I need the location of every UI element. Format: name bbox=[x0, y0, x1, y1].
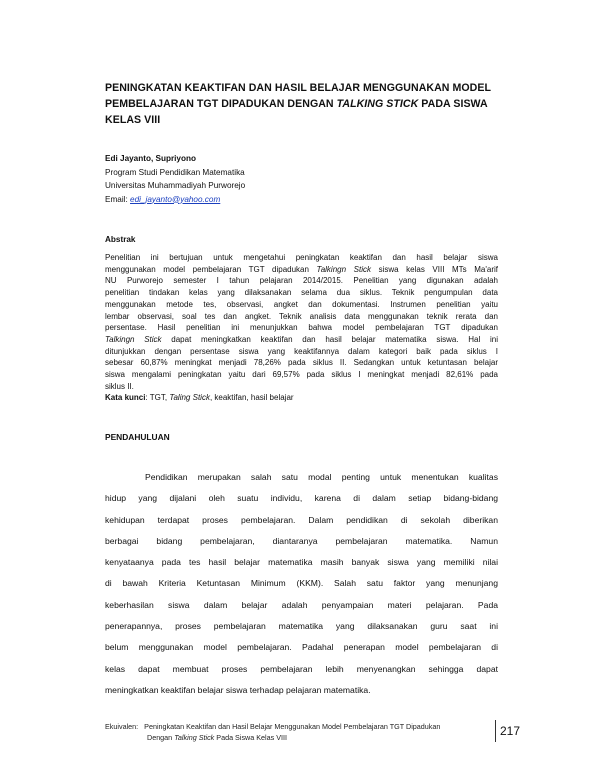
page-footer bbox=[105, 722, 493, 743]
body-line: kehidupan terdapat proses pembelajaran. Dalam pendidikan di sekolah diberikan bbox=[105, 514, 498, 525]
email-link[interactable]: edi_jayanto@yahoo.com bbox=[130, 194, 221, 204]
body-line: belum menggunakan model pembelajaran. Padahal penerapan model pembelajaran di bbox=[105, 642, 498, 653]
footer-line-1: Ekuivalen: Peningkatan Keaktifan dan Hasil Belajar Menggunakan Model Pembelajaran TGT Dipadukan bbox=[105, 722, 441, 731]
abstract-line: menggunakan model pembelajaran TGT dipadukan Talkingn Stick siswa kelas VIII MTs Ma'arif bbox=[105, 264, 499, 274]
email-label: Email: bbox=[105, 194, 131, 204]
abstract-line: ditunjukkan dengan persentase siswa yang keaktifannya dalam kategori baik pada siklus I bbox=[105, 346, 498, 356]
body-line: keberhasilan siswa dalam belajar adalah penyampaian materi pelajaran. Pada bbox=[105, 599, 498, 610]
journal-name: Ekuivalen: bbox=[105, 722, 139, 731]
keywords: Kata kunci: TGT, Taling Stick, keaktifan, hasil belajar bbox=[105, 393, 294, 402]
paper-title bbox=[105, 80, 525, 128]
body-line: kelas dapat membuat proses pembelajaran lebih menyenangkan sehingga dapat bbox=[105, 663, 498, 674]
abstract-line: lembar observasi, soal tes dan angket. Teknik analisis data menggunakan teknik rerata dan bbox=[105, 311, 498, 321]
section-body bbox=[105, 467, 498, 701]
abstract-line: Penelitian ini bertujuan untuk mengetahui peningkatan keaktifan dan hasil belajar siswa bbox=[105, 253, 498, 262]
body-line: meningkatkan keaktifan belajar siswa terhadap pelajaran matematika. bbox=[105, 684, 371, 695]
title-line-1: PENINGKATAN KEAKTIFAN DAN HASIL BELAJAR MENGGUNAKAN MODEL bbox=[105, 82, 491, 94]
body-line: di bawah Kriteria Ketuntasan Minimum (KKM). Salah satu faktor yang menunjang bbox=[105, 578, 498, 589]
abstract-body bbox=[105, 252, 498, 392]
body-line: hidup yang dijalani oleh suatu individu, karena di dalam setiap bidang-bidang bbox=[105, 493, 498, 504]
abstract-line: sebesar 60,87% meningkat menjadi 78,26% pada siklus II. Sedangkan untuk ketuntasan belajar bbox=[105, 358, 498, 368]
body-line: Pendidikan merupakan salah satu modal penting untuk menentukan kualitas bbox=[145, 472, 498, 482]
author-names: Edi Jayanto, Supriyono bbox=[105, 154, 196, 163]
keywords-label: Kata kunci bbox=[105, 393, 146, 402]
abstract-line: siswa mengalami peningkatan yaitu dari 69,57% pada siklus I meningkat menjadi 82,61% pada bbox=[105, 370, 498, 380]
body-line: kenyataanya pada tes hasil belajar matematika masih banyak siswa yang memiliki nilai bbox=[105, 557, 498, 568]
author-email-row bbox=[105, 193, 525, 207]
title-italic: TALKING STICK bbox=[336, 98, 419, 110]
abstract-line: NU Purworejo semester I tahun pelajaran 2014/2015. Penelitian yang digunakan adalah bbox=[105, 276, 498, 286]
footer-line-2: Dengan Talking Stick Pada Siswa Kelas VIII bbox=[147, 732, 287, 742]
abstract-line: Talkingn Stick dapat meningkatkan keaktifan dan hasil belajar matematika siswa. Hal ini bbox=[105, 334, 498, 344]
body-line: penerapannya, proses pembelajaran matematika yang dilaksanakan guru saat ini bbox=[105, 621, 498, 632]
footer-divider bbox=[495, 720, 496, 742]
author-university: Universitas Muhammadiyah Purworejo bbox=[105, 181, 246, 190]
title-line-2: PEMBELAJARAN TGT DIPADUKAN DENGAN TALKING STICK PADA SISWA bbox=[105, 98, 488, 110]
abstract-line: persentase. Hasil penelitian ini menunjukkan bahwa model pembelajaran TGT dipadukan bbox=[105, 323, 498, 333]
abstract-line: siklus II. bbox=[105, 381, 134, 391]
abstract-line: menggunakan metode tes, observasi, angket dan dokumentasi. Instrumen penelitian yaitu bbox=[105, 299, 498, 309]
abstract-line: penelitian tindakan kelas yang dilaksanakan selama dua siklus. Teknik pengumpulan data bbox=[105, 288, 498, 298]
page-number: 217 bbox=[500, 724, 521, 738]
body-line: berbagai bidang pembelajaran, diantaranya pembelajaran matematika. Namun bbox=[105, 535, 498, 546]
abstract-heading: Abstrak bbox=[105, 235, 136, 244]
title-line-3: KELAS VIII bbox=[105, 114, 161, 126]
author-block bbox=[105, 152, 525, 206]
section-heading: PENDAHULUAN bbox=[105, 432, 170, 442]
author-program: Program Studi Pendidikan Matematika bbox=[105, 167, 245, 177]
